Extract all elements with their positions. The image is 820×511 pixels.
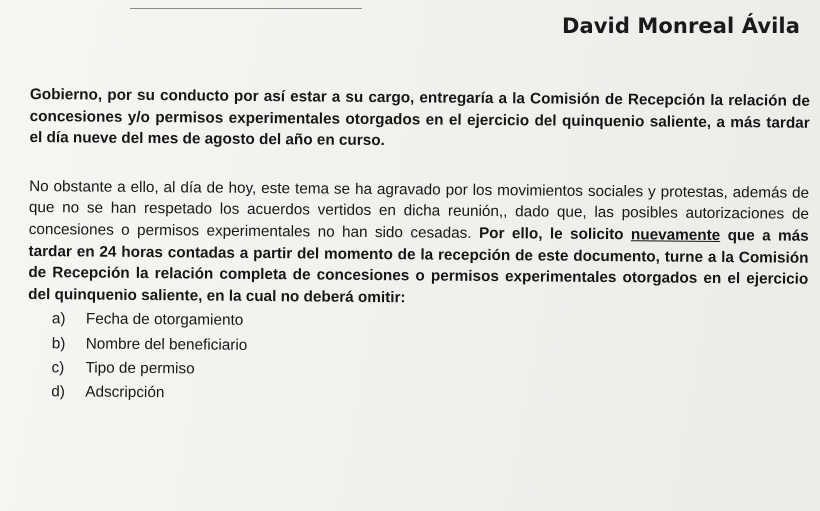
emphasis-underlined: nuevamente (630, 226, 721, 244)
list-item-marker: c) (51, 358, 65, 377)
author-name: David Monreal Ávila (561, 14, 800, 38)
list-item-marker: a) (51, 310, 66, 328)
paragraph-2-plain: No obstante a ello, al día de hoy, este tema se ha agravado por los movimientos sociales y protestas, además de que no se han respetado los acuerdos vertidos en dicha reunión,, dado que, las posibles autorizaciones de concesiones o permisos experimentales no han sido cesadas. (28, 177, 810, 242)
list-item-marker: b) (51, 334, 66, 352)
list-item-text: Tipo de permiso (85, 359, 195, 378)
list-item-text: Fecha de otorgamiento (85, 310, 244, 330)
document-body (27, 84, 810, 412)
list-item (51, 357, 807, 385)
list-item-marker: d) (51, 383, 65, 401)
paragraph-1: Gobierno, por su conducto por así estar a su cargo, entregaría a la Comisión de Recepción la relación de concesiones y/o permisos experimentales otorgados en el ejercicio del quinquenio saliente, a más tardar el día nueve del mes de agosto del año en curso. (29, 85, 810, 150)
list-item-text: Nombre del beneficiario (85, 335, 248, 354)
paragraph-2 (28, 176, 809, 312)
paragraph-2-bold-lead: Por ello, le solicito (478, 224, 624, 244)
list-item (51, 381, 807, 409)
top-rule (130, 8, 362, 9)
list-item-text: Adscripción (85, 383, 165, 402)
list-item (52, 333, 808, 361)
list-item (52, 309, 808, 337)
requirements-list (27, 308, 808, 409)
paragraph-2-bold-tail: que a más tardar en 24 horas contadas a partir del momento de la recepción de este documento, turne a la Comisión de Recepción la relación completa de concesiones o permisos experimentales otorgados en el ejercicio del quinquenio saliente, en la cual no deberá omitir: (28, 227, 809, 307)
